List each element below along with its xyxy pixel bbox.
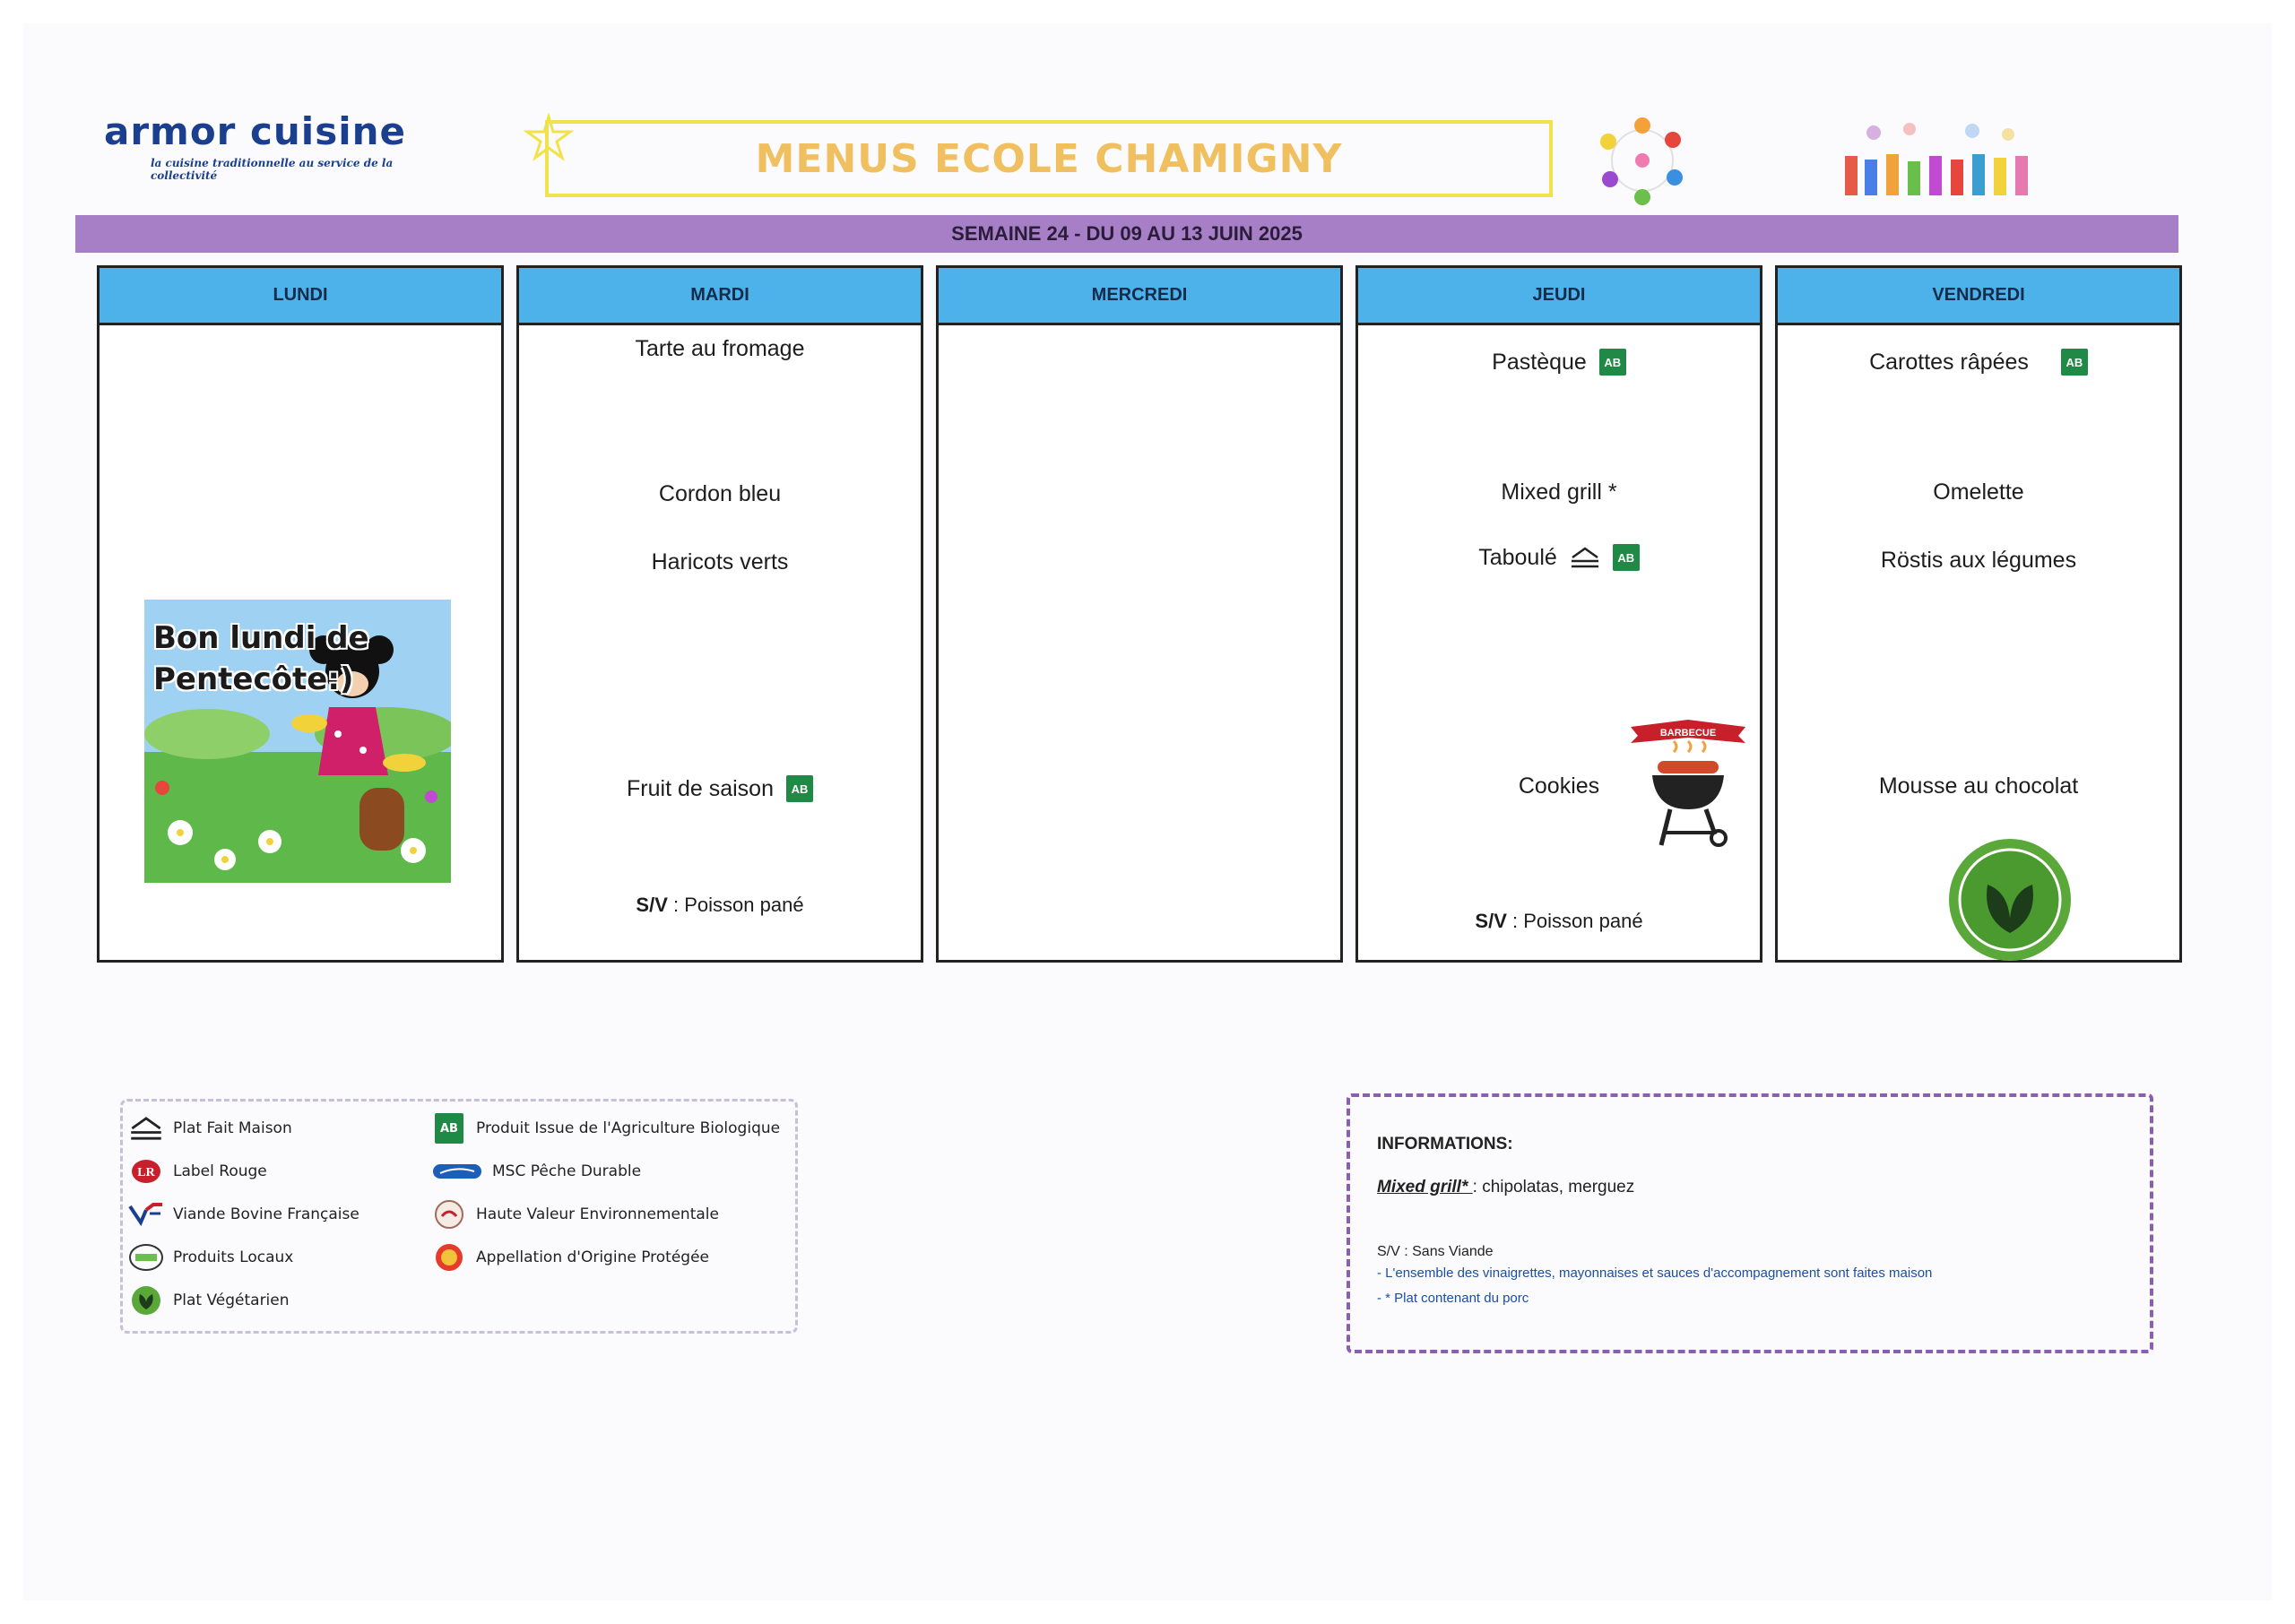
redacted-block (1023, 544, 1283, 587)
info-mixed-grill (1377, 1178, 1634, 1197)
day-header-lundi: LUNDI (100, 268, 501, 325)
jeudi-sv-text: : Poisson pané (1506, 910, 1643, 932)
day-header-vendredi: VENDREDI (1778, 268, 2179, 325)
lundi-caption-line1: Bon lundi de (153, 620, 369, 656)
day-header-mercredi: MERCREDI (939, 268, 1340, 325)
label-rouge-icon (128, 1155, 164, 1188)
hve-icon (431, 1198, 467, 1231)
legend-item (128, 1112, 292, 1145)
vendredi-entree-text: Carottes râpées (1869, 349, 2029, 375)
mardi-plat-text: Cordon bleu (658, 481, 782, 506)
mardi-sv-prefix: S/V (636, 894, 668, 916)
jeudi-dessert-text: Cookies (1518, 773, 1600, 799)
legend-box (120, 1099, 798, 1334)
legend-item (431, 1241, 709, 1274)
legend-label: MSC Pêche Durable (492, 1162, 642, 1180)
redacted-block (1048, 657, 1249, 696)
day-header-jeudi: JEUDI (1358, 268, 1760, 325)
leaf-icon (128, 1284, 164, 1317)
legend-item (431, 1198, 719, 1231)
legend-item (431, 1155, 641, 1188)
legend-label: Label Rouge (173, 1162, 267, 1180)
svg-text:LR: LR (137, 1166, 155, 1179)
legend-label: Produits Locaux (173, 1248, 294, 1266)
page-title: MENUS ECOLE CHAMIGNY (755, 135, 1343, 182)
legend-label: Appellation d'Origine Protégée (476, 1248, 710, 1266)
info-mixed-text: : chipolatas, merguez (1472, 1178, 1635, 1196)
vendredi-plat-text: Omelette (1933, 479, 2024, 505)
info-line-1: - L'ensemble des vinaigrettes, mayonnaises et sauces d'accompagnement sont faites maison (1377, 1266, 1933, 1281)
vendredi-dessert-text: Mousse au chocolat (1878, 773, 2079, 799)
day-body-mardi (519, 325, 921, 960)
informations-box (1347, 1093, 2153, 1353)
legend-label: Produit Issue de l'Agriculture Biologique (476, 1119, 781, 1137)
day-column-vendredi (1775, 265, 2182, 963)
title-box (545, 120, 1553, 197)
day-body-jeudi (1358, 325, 1760, 960)
info-sv-line: S/V : Sans Viande (1377, 1244, 1494, 1259)
legend-label: Viande Bovine Française (173, 1205, 359, 1223)
day-column-lundi (97, 265, 504, 963)
day-body-lundi (100, 325, 501, 960)
legend-item (128, 1284, 290, 1317)
barbecue-icon (1625, 716, 1751, 851)
vendredi-entree (1778, 349, 2179, 376)
mardi-plat (519, 481, 921, 507)
house-icon (128, 1112, 164, 1145)
barbecue-banner-text: BARBECUE (1659, 728, 1717, 739)
day-column-mardi (516, 265, 923, 963)
vegetarian-badge-icon (1946, 836, 2074, 963)
legend-item (128, 1155, 267, 1188)
jeudi-entree-text: Pastèque (1492, 349, 1587, 375)
week-bar (75, 215, 2178, 253)
ab-icon: AB (2061, 349, 2088, 376)
mardi-dessert-text: Fruit de saison (627, 775, 774, 801)
jeudi-sv-prefix: S/V (1475, 910, 1507, 932)
armor-cuisine-logo (104, 109, 463, 182)
jeudi-plat (1358, 479, 1760, 505)
day-column-mercredi (936, 265, 1343, 963)
redacted-block (1001, 476, 1279, 521)
info-line-2-prefix: - * (1377, 1291, 1395, 1306)
info-mixed-label: Mixed grill* (1377, 1178, 1473, 1196)
ab-icon-label: AB (435, 1113, 463, 1144)
legend-label: Haute Valeur Environnementale (476, 1205, 719, 1223)
mardi-entree-text: Tarte au fromage (635, 336, 805, 361)
day-column-jeudi (1355, 265, 1762, 963)
redacted-block (1007, 892, 1285, 937)
mardi-accompagnement (519, 549, 921, 575)
mardi-accompagnement-text: Haricots verts (651, 549, 789, 574)
ab-icon: AB (1613, 544, 1640, 571)
info-line-2-text: Plat contenant du porc (1394, 1291, 1529, 1306)
produits-locaux-icon (128, 1241, 164, 1274)
legend-item (128, 1198, 359, 1231)
house-icon (1570, 546, 1600, 569)
mardi-dessert (519, 775, 921, 802)
jeudi-sv (1358, 910, 1760, 933)
vendredi-accompagnement (1778, 548, 2179, 574)
msc-icon (431, 1155, 483, 1188)
day-body-mercredi (939, 325, 1340, 960)
legend-item (128, 1241, 293, 1274)
jeudi-accompagnement (1358, 544, 1760, 571)
mardi-sv-text: : Poisson pané (667, 894, 804, 916)
redacted-block (1059, 345, 1251, 384)
ab-icon: AB (786, 775, 813, 802)
ab-icon: AB (1599, 349, 1626, 376)
jeudi-entree (1358, 349, 1760, 376)
lundi-caption (153, 618, 369, 700)
lundi-caption-line2: Pentecôte:) (153, 661, 354, 697)
mardi-entree (519, 336, 921, 362)
kids-circle-illustration (1589, 113, 1696, 208)
legend-label: Plat Fait Maison (173, 1119, 292, 1137)
legend-label: Plat Végétarien (173, 1291, 290, 1309)
legend-item (431, 1112, 780, 1145)
info-line-2 (1377, 1291, 1529, 1306)
info-title: INFORMATIONS: (1377, 1135, 1513, 1153)
week-text: SEMAINE 24 - DU 09 AU 13 JUIN 2025 (951, 222, 1303, 245)
day-body-vendredi (1778, 325, 2179, 960)
vendredi-plat (1778, 479, 2179, 505)
logo-main-text: armor cuisine (104, 109, 406, 153)
jeudi-plat-text: Mixed grill * (1501, 479, 1617, 505)
kids-row-illustration (1838, 120, 2039, 203)
logo-tagline: la cuisine traditionnelle au service de la collectivité (151, 157, 394, 182)
vbf-icon (128, 1198, 164, 1231)
vendredi-dessert (1778, 773, 2179, 799)
redacted-block (1028, 772, 1252, 815)
ab-icon (431, 1112, 467, 1145)
day-header-mardi: MARDI (519, 268, 921, 325)
vendredi-accompagnement-text: Röstis aux légumes (1880, 548, 2077, 573)
jeudi-accompagnement-text: Taboulé (1478, 544, 1557, 570)
aop-icon (431, 1241, 467, 1274)
mardi-sv (519, 894, 921, 917)
